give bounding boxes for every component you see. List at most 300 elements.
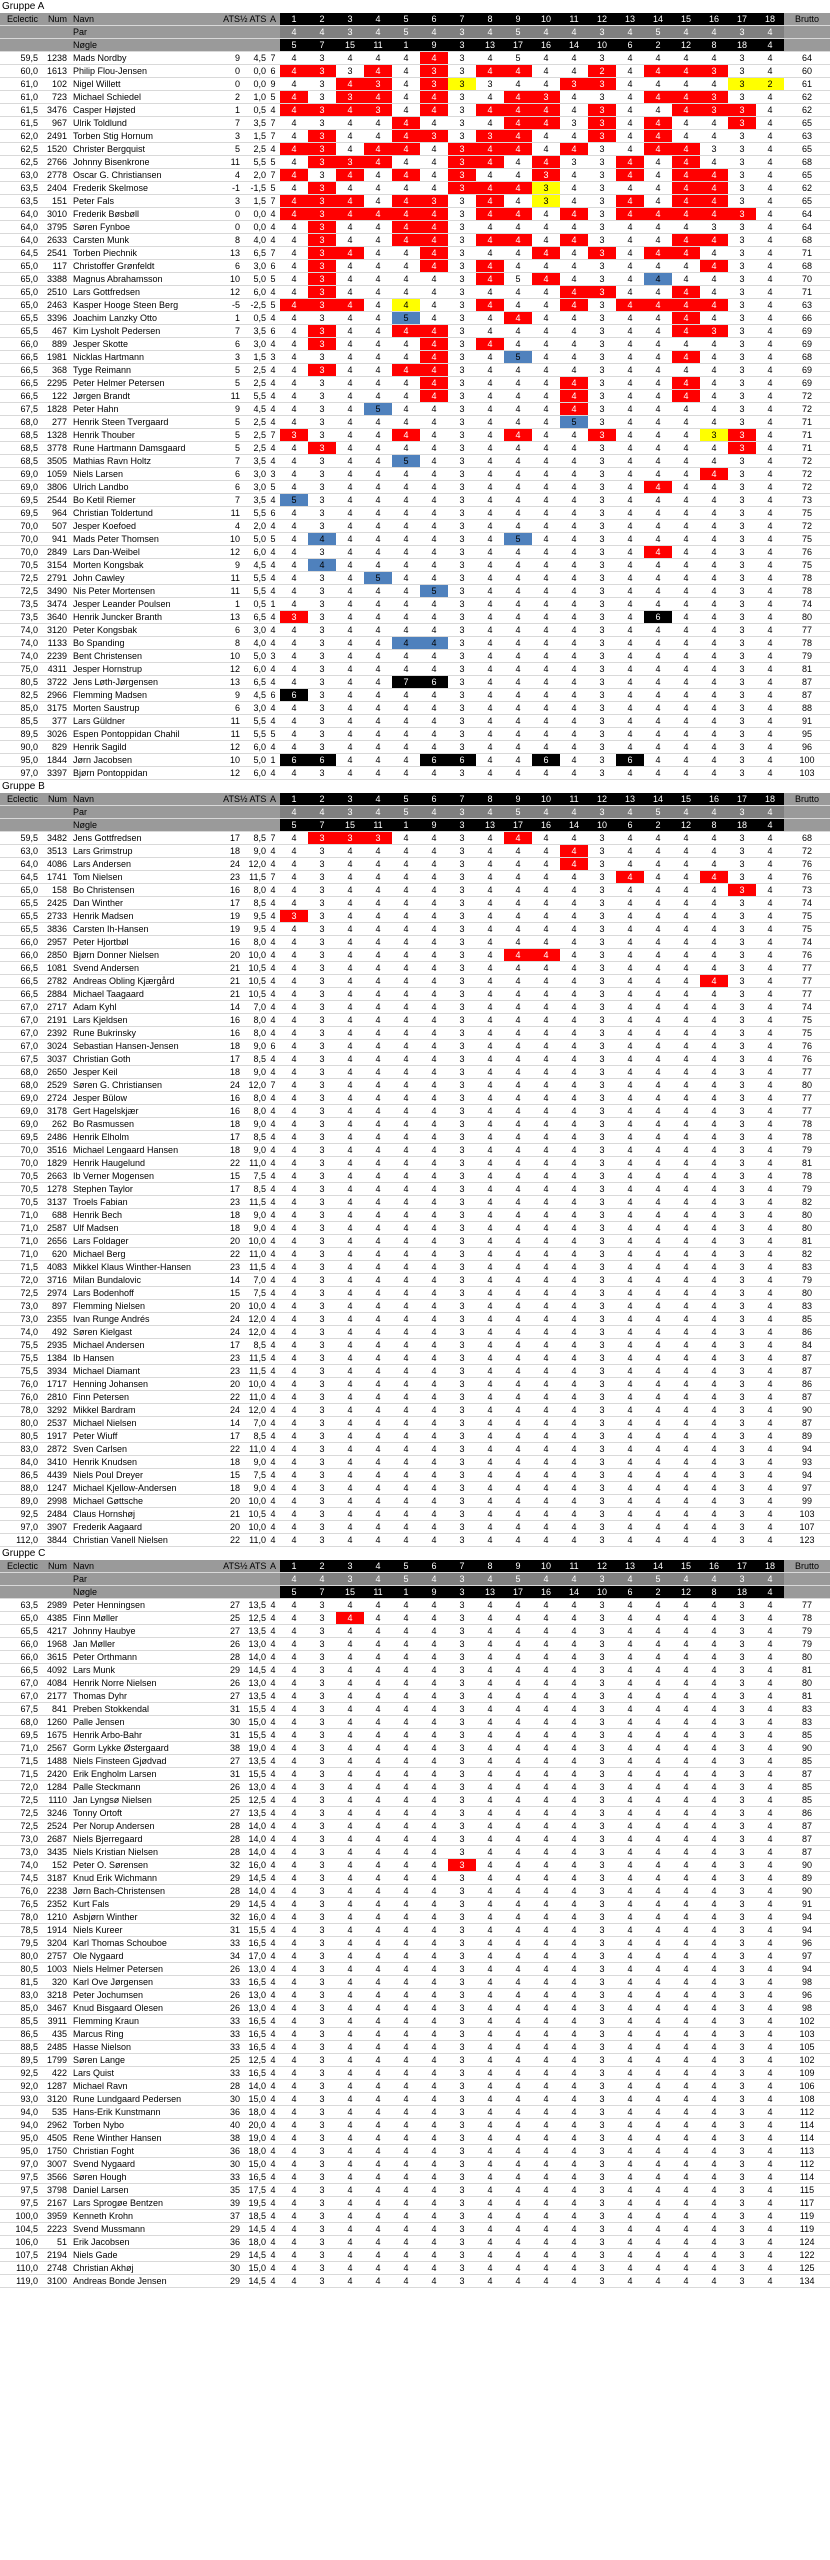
brutto-score: 96	[784, 741, 830, 754]
a-value: 4	[266, 741, 280, 754]
hole-score: 4	[364, 52, 392, 65]
hole-score: 3	[448, 728, 476, 741]
hole-score: 3	[308, 1833, 336, 1846]
hole-score: 4	[476, 1820, 504, 1833]
hole-score: 4	[756, 767, 784, 780]
hole-score: 4	[700, 728, 728, 741]
hole-score: 4	[700, 2223, 728, 2236]
half-ats-value: 11,5	[240, 1196, 266, 1209]
player-number: 2974	[40, 1287, 70, 1300]
hole-score: 4	[616, 1196, 644, 1209]
player-name: Søren Kielgast	[70, 1326, 218, 1339]
hole-score: 3	[588, 1144, 616, 1157]
hole-score: 3	[308, 1898, 336, 1911]
hole-score: 4	[756, 754, 784, 767]
hole-score: 3	[728, 1157, 756, 1170]
hole-score: 4	[420, 1300, 448, 1313]
hole-score: 4	[756, 1859, 784, 1872]
hole-score: 3	[448, 767, 476, 780]
hole-score: 3	[308, 1963, 336, 1976]
hole-score: 4	[532, 1651, 560, 1664]
hole-score: 3	[588, 1963, 616, 1976]
hole-score: 4	[392, 1391, 420, 1404]
hole-score: 4	[672, 442, 700, 455]
hole-score: 3	[588, 1027, 616, 1040]
player-number: 3187	[40, 1872, 70, 1885]
hole-score: 4	[644, 2132, 672, 2145]
hole-score: 4	[420, 1339, 448, 1352]
header-hole: 5	[392, 13, 420, 26]
hole-score: 3	[700, 104, 728, 117]
brutto-score: 102	[784, 2015, 830, 2028]
header-eclectic: Eclectic	[0, 793, 40, 806]
player-row	[0, 2210, 830, 2223]
hole-score: 4	[560, 767, 588, 780]
hole-score: 4	[700, 2275, 728, 2288]
hole-score: 4	[392, 1651, 420, 1664]
player-name: Niels Gade	[70, 2249, 218, 2262]
hole-score: 4	[364, 494, 392, 507]
hole-score: 4	[504, 1040, 532, 1053]
par-cell: 3	[336, 26, 364, 39]
ats-value: 19	[218, 910, 240, 923]
hole-score: 4	[560, 1001, 588, 1014]
nogle-cell: 7	[308, 39, 336, 52]
eclectic-score: 69,0	[0, 1092, 40, 1105]
ats-value: 7	[218, 325, 240, 338]
player-name: Peter Kongsbak	[70, 624, 218, 637]
hole-score: 4	[644, 1456, 672, 1469]
hole-score: 4	[392, 1599, 420, 1612]
hole-score: 3	[728, 1404, 756, 1417]
hole-score: 4	[672, 1885, 700, 1898]
brutto-score: 73	[784, 494, 830, 507]
hole-score: 3	[728, 2106, 756, 2119]
a-value: 7	[266, 871, 280, 884]
eclectic-score: 71,0	[0, 1742, 40, 1755]
hole-score: 4	[756, 845, 784, 858]
hole-score: 4	[672, 494, 700, 507]
player-number: 377	[40, 715, 70, 728]
hole-score: 3	[728, 1495, 756, 1508]
hole-score: 4	[756, 1157, 784, 1170]
hole-score: 3	[588, 1807, 616, 1820]
hole-score: 3	[448, 884, 476, 897]
a-value: 4	[266, 364, 280, 377]
hole-score: 4	[336, 1716, 364, 1729]
a-value: 4	[266, 2158, 280, 2171]
player-name: Peter Hahn	[70, 403, 218, 416]
hole-score: 4	[756, 1911, 784, 1924]
half-ats-value: 3,5	[240, 117, 266, 130]
a-value: 4	[266, 2028, 280, 2041]
half-ats-value: 3,5	[240, 494, 266, 507]
hole-score: 4	[672, 1248, 700, 1261]
hole-score: 4	[392, 52, 420, 65]
hole-score: 3	[448, 2236, 476, 2249]
hole-score: 3	[448, 273, 476, 286]
hole-score: 5	[280, 494, 308, 507]
hole-score: 4	[336, 689, 364, 702]
hole-score: 4	[644, 208, 672, 221]
hole-score: 4	[420, 169, 448, 182]
hole-score: 4	[504, 715, 532, 728]
half-ats-value: 10,0	[240, 1235, 266, 1248]
hole-score: 4	[420, 1378, 448, 1391]
hole-score: 3	[448, 2106, 476, 2119]
hole-score: 4	[476, 1781, 504, 1794]
ats-value: 0	[218, 65, 240, 78]
hole-score: 4	[392, 2236, 420, 2249]
hole-score: 4	[392, 1963, 420, 1976]
hole-score: 4	[644, 910, 672, 923]
hole-score: 3	[588, 1742, 616, 1755]
hole-score: 4	[280, 884, 308, 897]
half-ats-value: 18,0	[240, 2236, 266, 2249]
hole-score: 4	[364, 650, 392, 663]
player-row	[0, 845, 830, 858]
hole-score: 3	[308, 65, 336, 78]
hole-score: 3	[448, 1417, 476, 1430]
hole-score: 4	[644, 429, 672, 442]
brutto-score: 77	[784, 962, 830, 975]
hole-score: 4	[644, 1014, 672, 1027]
player-row	[0, 78, 830, 91]
brutto-score: 61	[784, 78, 830, 91]
hole-score: 3	[308, 2002, 336, 2015]
hole-score: 3	[532, 195, 560, 208]
hole-score: 4	[336, 1391, 364, 1404]
a-value: 7	[266, 832, 280, 845]
a-value: 4	[266, 1989, 280, 2002]
hole-score: 4	[532, 2275, 560, 2288]
nogle-cell: 17	[504, 819, 532, 832]
hole-score: 3	[448, 117, 476, 130]
player-row	[0, 988, 830, 1001]
hole-score: 4	[756, 1729, 784, 1742]
ats-value: 29	[218, 1872, 240, 1885]
hole-score: 4	[644, 598, 672, 611]
hole-score: 3	[728, 676, 756, 689]
hole-score: 4	[616, 1677, 644, 1690]
hole-score: 3	[308, 637, 336, 650]
hole-score: 4	[700, 2067, 728, 2080]
hole-score: 4	[532, 351, 560, 364]
hole-score: 4	[560, 2197, 588, 2210]
hole-score: 3	[588, 559, 616, 572]
hole-score: 4	[336, 1430, 364, 1443]
hole-score: 4	[756, 1027, 784, 1040]
hole-score: 4	[532, 1144, 560, 1157]
hole-score: 4	[364, 624, 392, 637]
hole-score: 4	[364, 429, 392, 442]
hole-score: 3	[588, 1768, 616, 1781]
hole-score: 4	[756, 1456, 784, 1469]
player-name: Niels Kureer	[70, 1924, 218, 1937]
hole-score: 4	[672, 78, 700, 91]
half-ats-value: 13,0	[240, 1638, 266, 1651]
hole-score: 4	[560, 1885, 588, 1898]
hole-score: 3	[588, 611, 616, 624]
hole-score: 4	[504, 429, 532, 442]
hole-score: 4	[616, 1846, 644, 1859]
half-ats-value: 5,5	[240, 390, 266, 403]
hole-score: 4	[756, 2093, 784, 2106]
hole-score: 4	[672, 481, 700, 494]
hole-score: 3	[588, 104, 616, 117]
hole-score: 4	[280, 247, 308, 260]
hole-score: 3	[728, 1976, 756, 1989]
hole-score: 3	[308, 234, 336, 247]
hole-score: 4	[504, 1170, 532, 1183]
hole-score: 4	[560, 2002, 588, 2015]
brutto-score: 117	[784, 2197, 830, 2210]
nogle-cell: 11	[364, 819, 392, 832]
player-name: Niels Larsen	[70, 468, 218, 481]
hole-score: 4	[700, 1625, 728, 1638]
hole-score: 3	[448, 2028, 476, 2041]
hole-score: 4	[616, 1417, 644, 1430]
a-value: 4	[266, 897, 280, 910]
hole-score: 4	[420, 1885, 448, 1898]
hole-score: 4	[532, 299, 560, 312]
hole-score: 4	[616, 741, 644, 754]
eclectic-score: 62,5	[0, 156, 40, 169]
hole-score: 4	[504, 130, 532, 143]
hole-score: 4	[560, 2262, 588, 2275]
par-cell: 3	[336, 1573, 364, 1586]
a-value: 4	[266, 1378, 280, 1391]
hole-score: 4	[476, 1001, 504, 1014]
hole-score: 3	[308, 1768, 336, 1781]
brutto-score: 65	[784, 117, 830, 130]
hole-score: 4	[616, 637, 644, 650]
nogle-cell: 18	[728, 819, 756, 832]
hole-score: 4	[616, 2145, 644, 2158]
hole-score: 4	[700, 1924, 728, 1937]
half-ats-value: 8,5	[240, 1131, 266, 1144]
nogle-cell: 10	[588, 819, 616, 832]
hole-score: 4	[756, 377, 784, 390]
nogle-cell: 17	[504, 1586, 532, 1599]
hole-score: 4	[644, 156, 672, 169]
eclectic-score: 64,0	[0, 858, 40, 871]
nogle-cell: 13	[476, 819, 504, 832]
hole-score: 4	[644, 1989, 672, 2002]
hole-score: 4	[336, 897, 364, 910]
a-value: 7	[266, 195, 280, 208]
player-row	[0, 1508, 830, 1521]
hole-score: 4	[616, 117, 644, 130]
hole-score: 4	[280, 1625, 308, 1638]
header-blank	[266, 39, 280, 52]
hole-score: 3	[588, 507, 616, 520]
header-row-holes	[0, 793, 830, 806]
hole-score: 4	[700, 663, 728, 676]
hole-score: 3	[308, 130, 336, 143]
ats-value: 26	[218, 2002, 240, 2015]
hole-score: 3	[308, 416, 336, 429]
hole-score: 4	[672, 104, 700, 117]
hole-score: 4	[364, 754, 392, 767]
player-name: Jan Møller	[70, 1638, 218, 1651]
hole-score: 3	[308, 1820, 336, 1833]
hole-score: 4	[560, 455, 588, 468]
hole-score: 4	[672, 2015, 700, 2028]
brutto-score: 80	[784, 611, 830, 624]
player-number: 2966	[40, 689, 70, 702]
eclectic-score: 82,5	[0, 689, 40, 702]
hole-score: 3	[728, 2015, 756, 2028]
player-number: 1981	[40, 351, 70, 364]
hole-score: 4	[364, 1443, 392, 1456]
nogle-cell: 15	[336, 819, 364, 832]
hole-score: 4	[392, 624, 420, 637]
player-row	[0, 962, 830, 975]
ats-value: 31	[218, 1729, 240, 1742]
player-number: 2392	[40, 1027, 70, 1040]
half-ats-value: 5,5	[240, 156, 266, 169]
hole-score: 4	[280, 637, 308, 650]
player-number: 1829	[40, 1157, 70, 1170]
hole-score: 4	[476, 1911, 504, 1924]
a-value: 3	[266, 650, 280, 663]
brutto-score: 90	[784, 1742, 830, 1755]
hole-score: 3	[728, 585, 756, 598]
hole-score: 4	[756, 104, 784, 117]
hole-score: 3	[728, 1053, 756, 1066]
ats-value: 15	[218, 1469, 240, 1482]
player-number: 535	[40, 2106, 70, 2119]
hole-score: 3	[728, 1482, 756, 1495]
hole-score: 4	[532, 1989, 560, 2002]
hole-score: 3	[448, 1807, 476, 1820]
header-hole: 18	[756, 793, 784, 806]
hole-score: 3	[728, 1222, 756, 1235]
hole-score: 4	[392, 650, 420, 663]
header-blank	[0, 1586, 40, 1599]
hole-score: 4	[532, 1859, 560, 1872]
hole-score: 4	[280, 1339, 308, 1352]
hole-score: 3	[448, 1287, 476, 1300]
player-name: Nigel Willett	[70, 78, 218, 91]
half-ats-value: 4,5	[240, 403, 266, 416]
player-row	[0, 676, 830, 689]
player-row	[0, 52, 830, 65]
par-cell: 4	[616, 806, 644, 819]
hole-score: 4	[532, 1807, 560, 1820]
brutto-score: 76	[784, 858, 830, 871]
hole-score: 4	[644, 936, 672, 949]
hole-score: 3	[448, 78, 476, 91]
hole-score: 3	[728, 247, 756, 260]
hole-score: 4	[336, 1937, 364, 1950]
hole-score: 4	[560, 585, 588, 598]
player-number: 4311	[40, 663, 70, 676]
hole-score: 4	[560, 2171, 588, 2184]
hole-score: 4	[616, 494, 644, 507]
hole-score: 4	[336, 1092, 364, 1105]
hole-score: 4	[364, 1066, 392, 1079]
player-number: 158	[40, 884, 70, 897]
hole-score: 4	[756, 2145, 784, 2158]
hole-score: 4	[532, 2002, 560, 2015]
hole-score: 4	[532, 858, 560, 871]
hole-score: 4	[560, 949, 588, 962]
hole-score: 4	[504, 2106, 532, 2119]
hole-score: 3	[448, 637, 476, 650]
brutto-score: 75	[784, 1014, 830, 1027]
hole-score: 4	[392, 1521, 420, 1534]
hole-score: 4	[700, 2080, 728, 2093]
hole-score: 4	[420, 689, 448, 702]
hole-score: 4	[672, 195, 700, 208]
player-name: Christian Goth	[70, 1053, 218, 1066]
ats-value: 21	[218, 1508, 240, 1521]
player-number: 2355	[40, 1313, 70, 1326]
hole-score: 4	[700, 832, 728, 845]
hole-score: 4	[756, 2171, 784, 2184]
hole-score: 4	[504, 1482, 532, 1495]
eclectic-score: 66,5	[0, 377, 40, 390]
hole-score: 4	[336, 1599, 364, 1612]
player-number: 2223	[40, 2223, 70, 2236]
hole-score: 4	[560, 728, 588, 741]
half-ats-value: 16,5	[240, 2028, 266, 2041]
hole-score: 3	[308, 468, 336, 481]
hole-score: 3	[588, 689, 616, 702]
half-ats-value: 8,0	[240, 936, 266, 949]
hole-score: 4	[616, 1625, 644, 1638]
hole-score: 4	[700, 1313, 728, 1326]
half-ats-value: 17,5	[240, 2184, 266, 2197]
hole-score: 6	[308, 754, 336, 767]
player-number: 51	[40, 2236, 70, 2249]
header-hole: 3	[336, 13, 364, 26]
nogle-cell: 15	[336, 39, 364, 52]
hole-score: 4	[560, 1261, 588, 1274]
hole-score: 3	[728, 1300, 756, 1313]
hole-score: 4	[336, 1378, 364, 1391]
hole-score: 3	[448, 988, 476, 1001]
hole-score: 4	[420, 1469, 448, 1482]
player-name: Torben Piechnik	[70, 247, 218, 260]
player-row	[0, 2119, 830, 2132]
hole-score: 3	[308, 1534, 336, 1547]
hole-score: 4	[336, 1495, 364, 1508]
hole-score: 3	[308, 1989, 336, 2002]
hole-score: 3	[588, 767, 616, 780]
eclectic-score: 73,0	[0, 1313, 40, 1326]
hole-score: 4	[644, 2223, 672, 2236]
hole-score: 4	[616, 1222, 644, 1235]
hole-score: 4	[560, 1755, 588, 1768]
hole-score: 3	[588, 1456, 616, 1469]
hole-score: 4	[392, 1365, 420, 1378]
hole-score: 4	[616, 2197, 644, 2210]
hole-score: 4	[280, 1755, 308, 1768]
hole-score: 4	[560, 1703, 588, 1716]
hole-score: 4	[616, 52, 644, 65]
hole-score: 4	[280, 2145, 308, 2158]
hole-score: 4	[616, 949, 644, 962]
hole-score: 4	[476, 1703, 504, 1716]
hole-score: 3	[448, 1222, 476, 1235]
hole-score: 4	[420, 1508, 448, 1521]
hole-score: 4	[364, 1729, 392, 1742]
ats-value: 2	[218, 91, 240, 104]
a-value: 4	[266, 1196, 280, 1209]
